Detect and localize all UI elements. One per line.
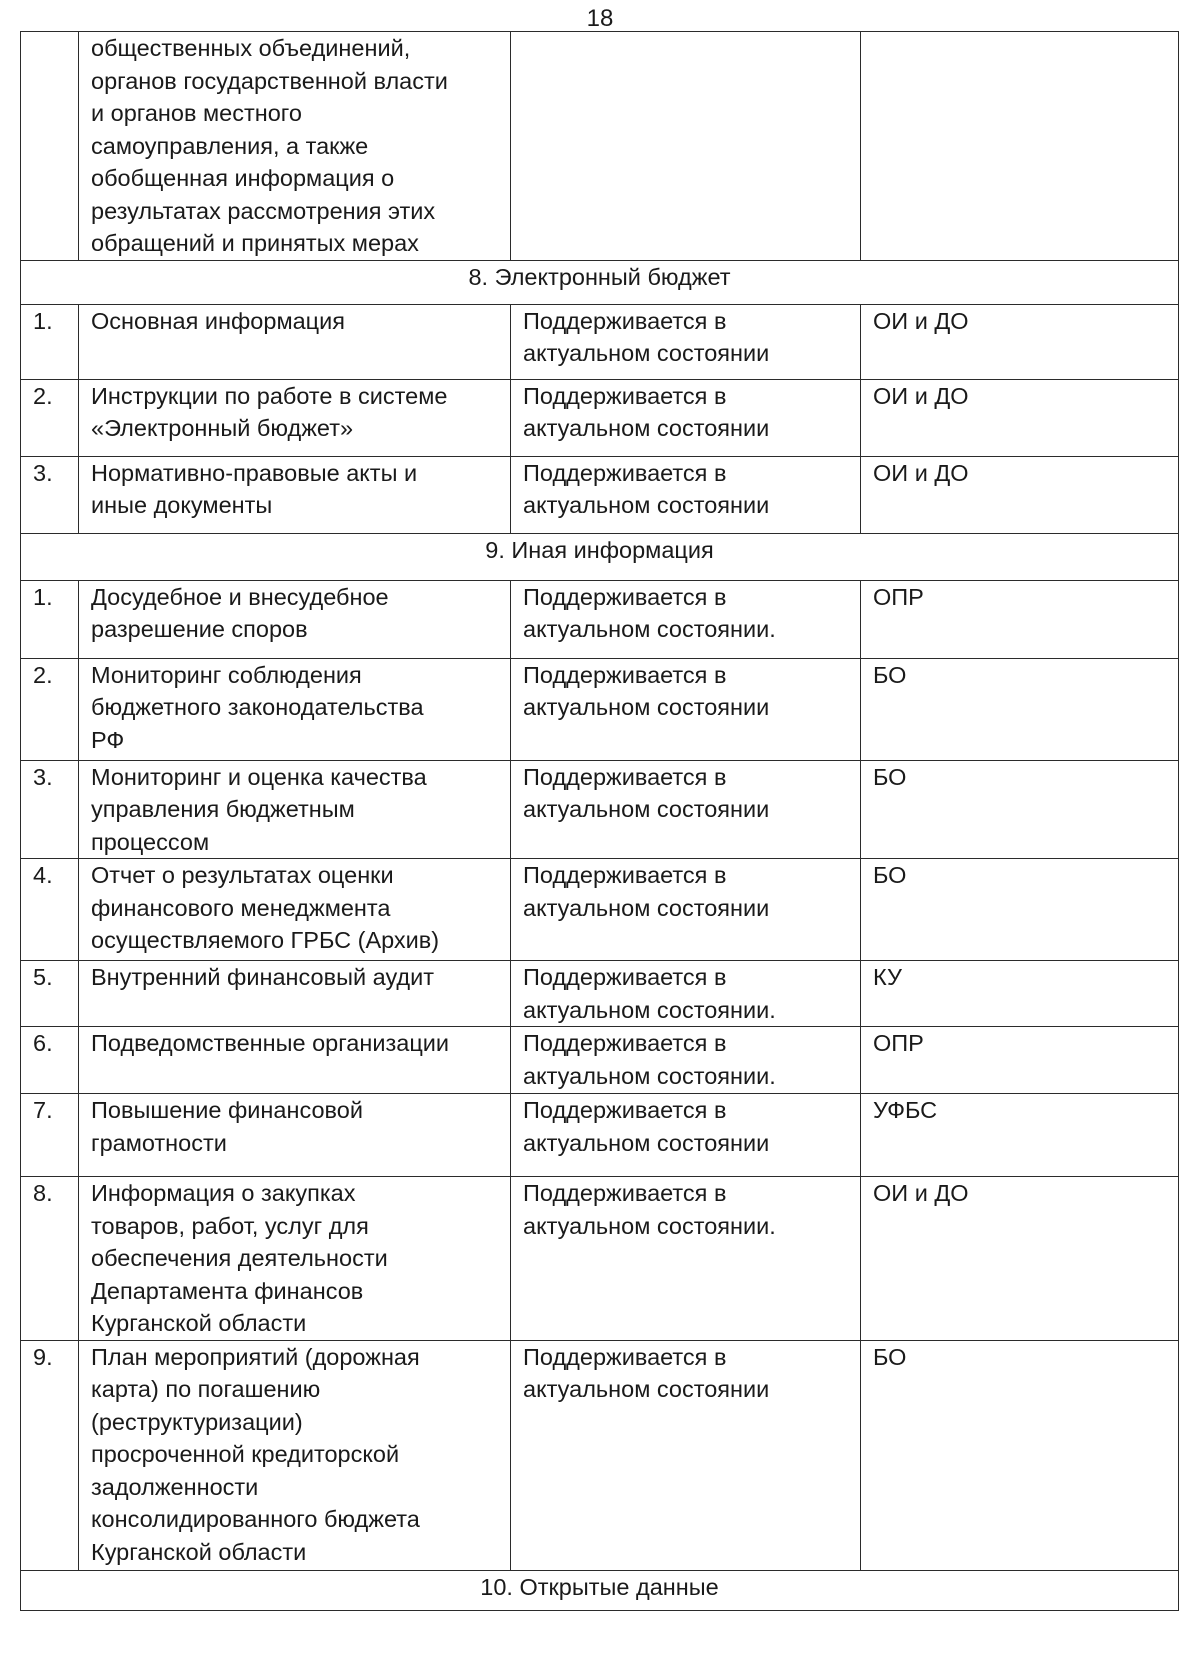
row-responsible [861, 32, 1179, 261]
table-row [21, 1027, 1179, 1094]
row-number [21, 32, 79, 261]
row-responsible: БО [861, 760, 1179, 859]
row-responsible: ОИ и ДО [861, 304, 1179, 379]
row-status: Поддерживается в актуальном состоянии. [511, 580, 861, 658]
row-number: 7. [21, 1094, 79, 1177]
table-row [21, 859, 1179, 961]
row-responsible: БО [861, 859, 1179, 961]
row-name: План мероприятий (дорожная карта) по погашению (реструктуризации) просроченной кредиторской задолженности консолидированного бюджета Курганской области [79, 1340, 511, 1570]
row-number: 9. [21, 1340, 79, 1570]
row-name: Информация о закупках товаров, работ, услуг для обеспечения деятельности Департамента финансов Курганской области [79, 1177, 511, 1341]
row-responsible: ОПР [861, 580, 1179, 658]
row-status [511, 32, 861, 261]
row-responsible: УФБС [861, 1094, 1179, 1177]
section-header [21, 1570, 1179, 1610]
row-name: Внутренний финансовый аудит [79, 961, 511, 1027]
row-status: Поддерживается в актуальном состоянии [511, 1340, 861, 1570]
table-row [21, 580, 1179, 658]
table-row [21, 379, 1179, 456]
table-row [21, 760, 1179, 859]
row-status: Поддерживается в актуальном состоянии. [511, 1027, 861, 1094]
table-row [21, 456, 1179, 533]
row-number: 5. [21, 961, 79, 1027]
section-header [21, 260, 1179, 304]
table-row-continuation [21, 32, 1179, 261]
info-table [20, 31, 1179, 1611]
table-row [21, 1340, 1179, 1570]
row-responsible: БО [861, 1340, 1179, 1570]
row-number: 6. [21, 1027, 79, 1094]
row-responsible: КУ [861, 961, 1179, 1027]
row-number: 4. [21, 859, 79, 961]
row-name: Инструкции по работе в системе «Электронный бюджет» [79, 379, 511, 456]
row-responsible: ОИ и ДО [861, 1177, 1179, 1341]
row-name: Повышение финансовой грамотности [79, 1094, 511, 1177]
section-title: 10. Открытые данные [21, 1570, 1179, 1610]
row-status: Поддерживается в актуальном состоянии [511, 456, 861, 533]
page-number: 18 [586, 5, 614, 32]
row-responsible: ОИ и ДО [861, 456, 1179, 533]
row-name: Подведомственные организации [79, 1027, 511, 1094]
section-header [21, 533, 1179, 580]
row-status: Поддерживается в актуальном состоянии [511, 658, 861, 760]
table-row [21, 961, 1179, 1027]
table-row [21, 658, 1179, 760]
row-number: 2. [21, 658, 79, 760]
section-title: 8. Электронный бюджет [21, 260, 1179, 304]
row-status: Поддерживается в актуальном состоянии [511, 304, 861, 379]
row-status: Поддерживается в актуальном состоянии [511, 1094, 861, 1177]
section-title: 9. Иная информация [21, 533, 1179, 580]
row-name: Нормативно-правовые акты и иные документы [79, 456, 511, 533]
row-status: Поддерживается в актуальном состоянии. [511, 1177, 861, 1341]
row-responsible: БО [861, 658, 1179, 760]
row-name: Основная информация [79, 304, 511, 379]
row-number: 1. [21, 304, 79, 379]
table-row [21, 1177, 1179, 1341]
row-number: 1. [21, 580, 79, 658]
row-name: Досудебное и внесудебное разрешение споров [79, 580, 511, 658]
row-name: Мониторинг и оценка качества управления бюджетным процессом [79, 760, 511, 859]
row-status: Поддерживается в актуальном состоянии [511, 379, 861, 456]
row-number: 8. [21, 1177, 79, 1341]
row-responsible: ОИ и ДО [861, 379, 1179, 456]
table-row [21, 304, 1179, 379]
row-number: 3. [21, 760, 79, 859]
row-number: 3. [21, 456, 79, 533]
row-name: Отчет о результатах оценки финансового менеджмента осуществляемого ГРБС (Архив) [79, 859, 511, 961]
row-status: Поддерживается в актуальном состоянии [511, 859, 861, 961]
row-responsible: ОПР [861, 1027, 1179, 1094]
row-name: Мониторинг соблюдения бюджетного законодательства РФ [79, 658, 511, 760]
table-row [21, 1094, 1179, 1177]
row-status: Поддерживается в актуальном состоянии [511, 760, 861, 859]
row-name: общественных объединений, органов государственной власти и органов местного самоуправления, а также обобщенная информация о результатах рассмотрения этих обращений и принятых мерах [79, 32, 511, 261]
row-number: 2. [21, 379, 79, 456]
row-status: Поддерживается в актуальном состоянии. [511, 961, 861, 1027]
